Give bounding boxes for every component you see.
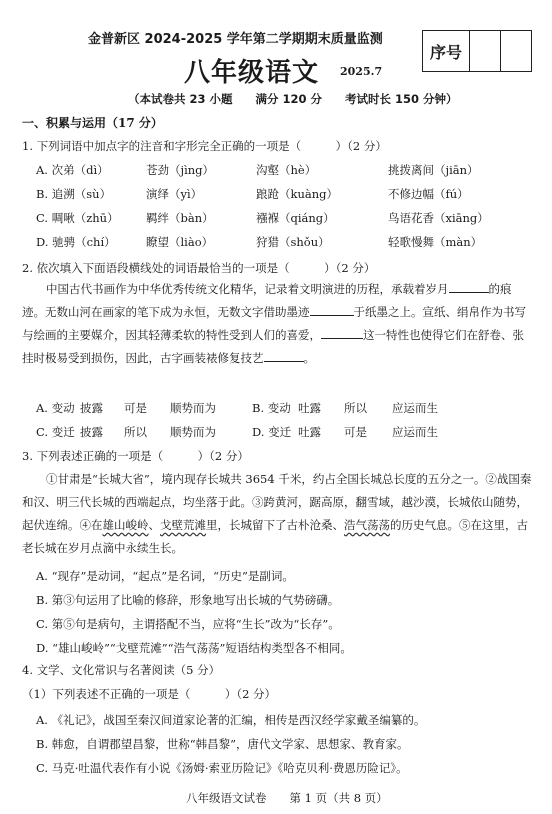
q4-option: A. 《礼记》，战国至秦汉间道家论著的汇编，相传是西汉经学家戴圣编纂的。 <box>36 713 426 727</box>
q2-option-cell: 顺势而为 <box>170 425 216 439</box>
q3-phrase-3: 浩气荡荡 <box>344 518 390 532</box>
q1-option-cell: B. 追溯（sù） <box>36 187 112 201</box>
q3-text-1: ①甘肃是“长城大省”，境内现存长城共 3654 千米，约占全国长城总长度的五分之一。②战国秦和汉、明三代长城的西端起点，均坐落于此。③跨黄河，踞高原，翻雪域，越沙漠，长城依山随势，起伏连绵。④在 <box>22 472 532 532</box>
q3-option: D. “雄山峻岭”“戈壁荒滩”“浩气荡荡”短语结构类型各不相同。 <box>36 641 352 655</box>
q1-option-cell: 苍劲（jìng） <box>146 163 215 177</box>
q3-text-4: 的历史气息。⑤在这里，古老长城在岁月点滴中永续生长。 <box>22 518 528 555</box>
q2-option-cell: 所以 <box>344 401 367 415</box>
exam-title: 金普新区 2024-2025 学年第二学期期末质量监测 <box>88 32 383 47</box>
q2-blank-4 <box>264 349 304 362</box>
q2-text-5: 。 <box>303 351 315 365</box>
q1-option-cell: 瞭望（liào） <box>146 235 214 249</box>
exam-info: （本试卷共 23 小题 满分 120 分 考试时长 150 分钟） <box>128 92 458 106</box>
q2-blank-1 <box>449 280 489 293</box>
q2-blank-2 <box>310 303 354 316</box>
q2-option-cell: 可是 <box>344 425 367 439</box>
seq-cell <box>501 31 531 71</box>
q2-option-cell: 吐露 <box>298 401 321 415</box>
q1-option-cell: 羁绊（bàn） <box>146 211 214 225</box>
q2-option-cell: B. 变动 <box>252 401 291 415</box>
q1-option-cell: 踉跄（kuàng） <box>256 187 338 201</box>
page-footer: 八年级语文试卷 第 1 页（共 8 页） <box>186 791 388 805</box>
q1-option-cell: C. 啁啾（zhū） <box>36 211 119 225</box>
q2-option-cell: 应运而生 <box>392 401 438 415</box>
q2-option-cell: D. 变迁 <box>252 425 292 439</box>
q1-option-cell: 鸟语花香（xiāng） <box>388 211 489 225</box>
q2-option-cell: C. 变迁 <box>36 425 75 439</box>
q4-option: B. 韩愈，自谓郡望昌黎，世称“韩昌黎”，唐代文学家、思想家、教育家。 <box>36 737 409 751</box>
seq-cell <box>470 31 501 71</box>
q1-option-cell: 挑拨离间（jiān） <box>388 163 479 177</box>
q1-option-cell: 轻歌慢舞（màn） <box>388 235 483 249</box>
q4-option: C. 马克·吐温代表作有小说《汤姆·索亚历险记》《哈克贝利·费恩历险记》。 <box>36 761 408 775</box>
q3-option: B. 第③句运用了比喻的修辞，形象地写出长城的气势磅礴。 <box>36 593 340 607</box>
q2-option-cell: 可是 <box>124 401 147 415</box>
q2-text-4: 这一特性也使得它们在舒卷、张挂时极易受到损伤，因此，古字画装裱修复技艺 <box>22 328 524 365</box>
q3-text-3: 里，长城留下了古朴沧桑、 <box>206 518 344 532</box>
q2-text-1: 中国古代书画作为中华优秀传统文化精华，记录着文明演进的历程，承载着岁月 <box>46 282 449 296</box>
q3-stem: 3. 下列表述正确的一项是（ ）（2 分） <box>22 449 249 463</box>
q2-text-3: 于纸墨之上。宣纸、绢帛作为书写与绘画的主要媒介，因其轻薄柔软的特性受到人们的喜爱， <box>22 305 526 342</box>
q2-option-cell: 所以 <box>124 425 147 439</box>
q2-stem: 2. 依次填入下面语段横线处的词语最恰当的一项是（ ）（2 分） <box>22 261 376 275</box>
q3-phrase-2: 戈壁荒滩 <box>160 518 206 532</box>
q2-option-cell: 吐露 <box>298 425 321 439</box>
q2-text-2: 的痕迹。无数山河在画家的笔下成为永恒，无数文字借助墨迹 <box>22 282 512 319</box>
q2-option-cell: 披露 <box>80 425 103 439</box>
q3-text-2: 、 <box>148 518 160 532</box>
q2-option-cell: A. 变动 <box>36 401 75 415</box>
seq-label: 序号 <box>423 31 470 71</box>
q4-sub1: （1）下列表述不正确的一项是（ ）（2 分） <box>22 687 277 701</box>
q3-option: C. 第⑤句是病句，主谓搭配不当，应将“生长”改为“长存”。 <box>36 617 340 631</box>
q3-option: A. “现存”是动词，“起点”是名词，“历史”是副词。 <box>36 569 294 583</box>
q1-option-cell: D. 驰骋（chí） <box>36 235 116 249</box>
q2-passage <box>22 278 532 370</box>
q3-passage <box>22 468 532 560</box>
q1-option-cell: 不修边幅（fú） <box>388 187 469 201</box>
q1-option-cell: 演绎（yì） <box>146 187 203 201</box>
q2-option-cell: 顺势而为 <box>170 401 216 415</box>
q1-option-cell: 襁褓（qiáng） <box>256 211 335 225</box>
seq-box <box>422 30 532 72</box>
q1-option-cell: 狩猎（shǒu） <box>256 235 330 249</box>
q2-blank-3 <box>321 326 363 339</box>
q2-option-cell: 应运而生 <box>392 425 438 439</box>
q4-stem: 4. 文学、文化常识与名著阅读（5 分） <box>22 663 221 677</box>
q3-phrase-1: 雄山峻岭 <box>102 518 149 532</box>
section-title: 一、积累与运用（17 分） <box>22 116 163 130</box>
q1-option-cell: 沟壑（hè） <box>256 163 317 177</box>
q1-option-cell: A. 次弟（dì） <box>36 163 109 177</box>
q1-stem: 1. 下列词语中加点字的注音和字形完全正确的一项是（ ）（2 分） <box>22 139 387 153</box>
exam-date: 2025.7 <box>340 65 383 78</box>
subject-title: 八年级语文 <box>184 58 320 88</box>
q2-option-cell: 披露 <box>80 401 103 415</box>
